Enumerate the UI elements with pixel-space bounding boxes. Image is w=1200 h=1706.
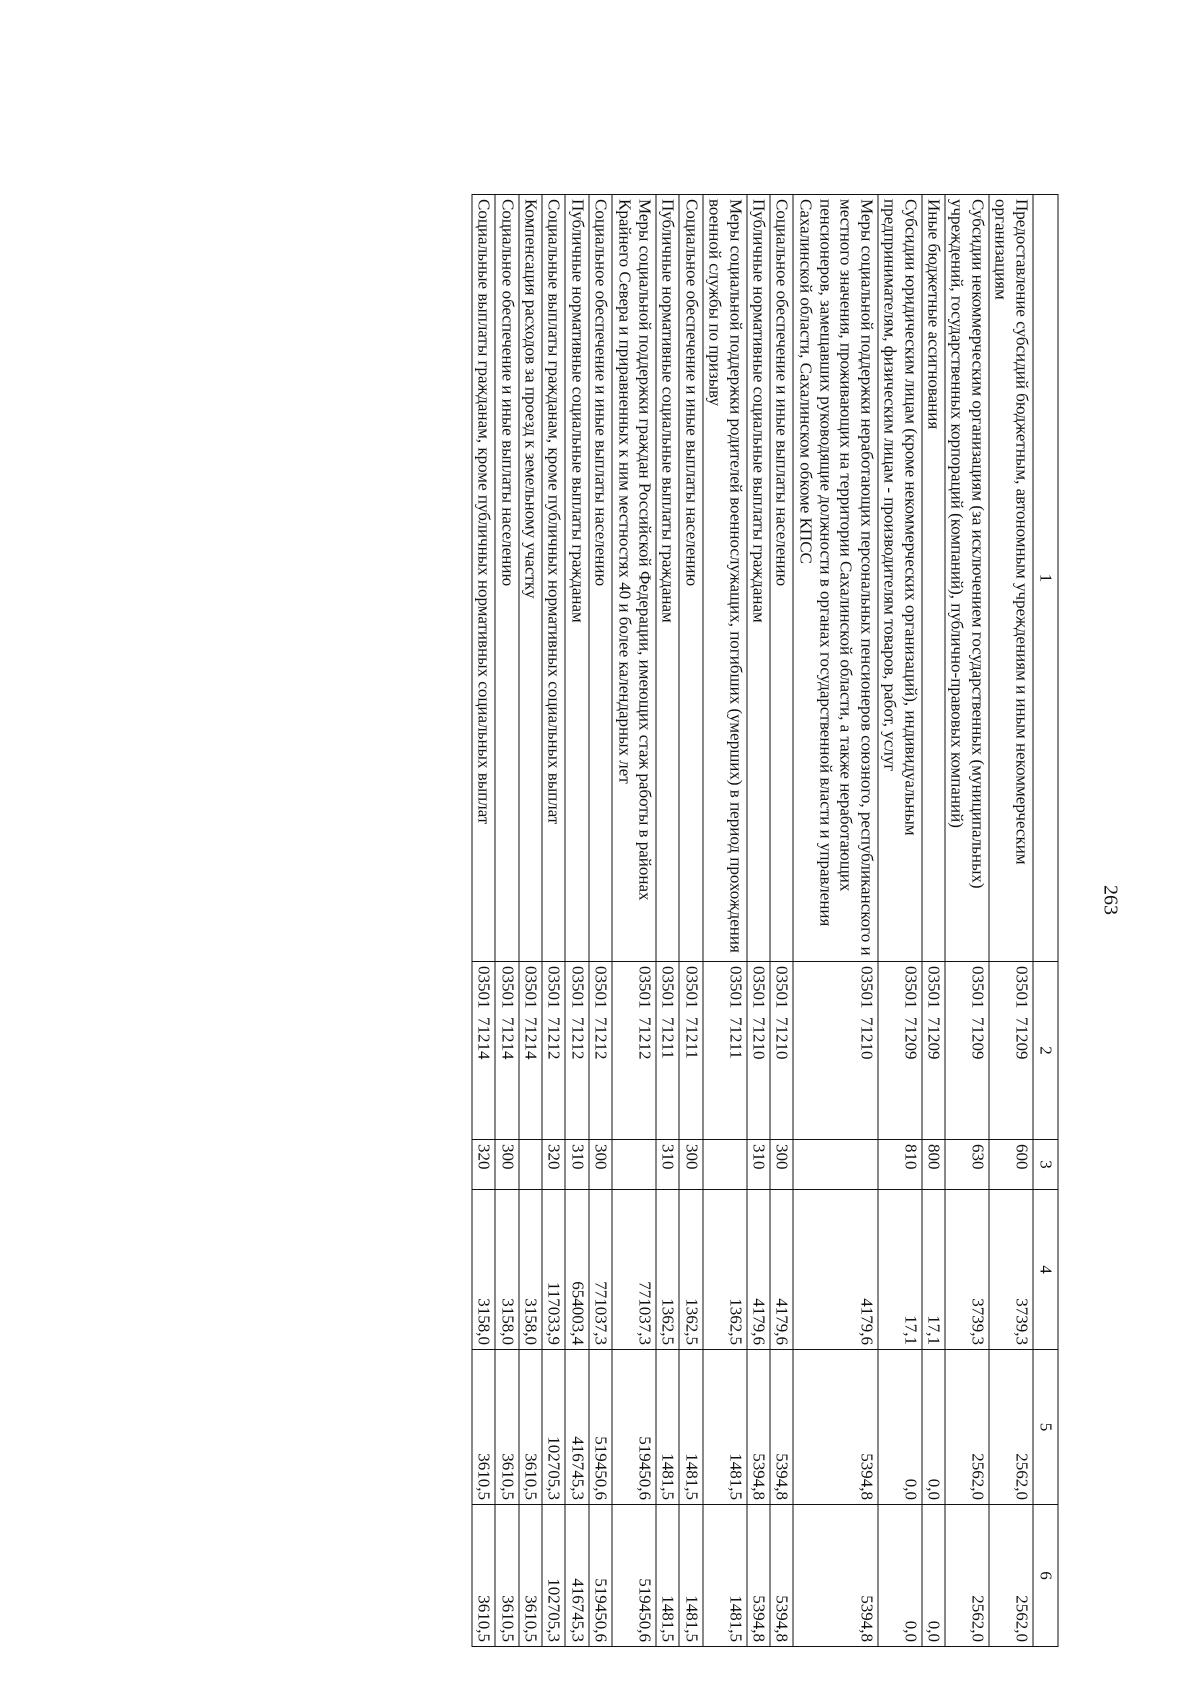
- amount-col4-cell: 1362,5: [656, 1190, 679, 1350]
- table-row: [945, 195, 989, 1647]
- amount-col6-cell: 1481,5: [656, 1505, 679, 1647]
- item-name-cell: Публичные нормативные социальные выплаты гражданам: [747, 195, 770, 962]
- expense-type-cell: 300: [495, 1140, 518, 1190]
- table-row: [472, 195, 495, 1647]
- amount-col6-cell: 2562,0: [945, 1505, 989, 1647]
- amount-col5-cell: 5394,8: [793, 1350, 878, 1505]
- amount-col6-cell: 5394,8: [793, 1505, 878, 1647]
- item-name-cell: Публичные нормативные социальные выплаты гражданам: [656, 195, 679, 962]
- target-code-cell: 03501 71212: [612, 962, 656, 1140]
- expense-type-cell: 600: [989, 1140, 1033, 1190]
- expense-type-cell: 310: [747, 1140, 770, 1190]
- amount-col5-cell: 0,0: [922, 1350, 945, 1505]
- amount-col5-cell: 519450,6: [589, 1350, 612, 1505]
- expense-type-cell: [793, 1140, 878, 1190]
- amount-col6-cell: 3610,5: [519, 1505, 542, 1647]
- amount-col5-cell: 2562,0: [989, 1350, 1033, 1505]
- table-row: [793, 195, 878, 1647]
- table-row: [703, 195, 747, 1647]
- page-number: 263: [1099, 885, 1122, 915]
- table-row: [770, 195, 793, 1647]
- table-row: [589, 195, 612, 1647]
- item-name-cell: Компенсация расходов за проезд к земельному участку: [519, 195, 542, 962]
- item-name-cell: Публичные нормативные социальные выплаты гражданам: [565, 195, 588, 962]
- amount-col4-cell: 117033,9: [542, 1190, 565, 1350]
- amount-col5-cell: 5394,8: [770, 1350, 793, 1505]
- table-row: [989, 195, 1033, 1647]
- item-name-cell: Социальное обеспечение и иные выплаты населению: [589, 195, 612, 962]
- target-code-cell: 03501 71214: [519, 962, 542, 1140]
- amount-col5-cell: 5394,8: [747, 1350, 770, 1505]
- amount-col4-cell: 3158,0: [472, 1190, 495, 1350]
- item-name-cell: Социальные выплаты гражданам, кроме публичных нормативных социальных выплат: [542, 195, 565, 962]
- amount-col6-cell: 1481,5: [679, 1505, 702, 1647]
- target-code-cell: 03501 71210: [793, 962, 878, 1140]
- amount-col5-cell: 1481,5: [679, 1350, 702, 1505]
- expense-type-cell: 320: [472, 1140, 495, 1190]
- item-name-cell: Меры социальной поддержки неработающих персональных пенсионеров союзного, республиканского и местного значения, проживающих на территории Сахалинской области, а также неработающих пенсионеров, замещавших руководящие должности в органах государственной власти и управления Сахалинской области, Сахалинском обкоме КПСС: [793, 195, 878, 962]
- amount-col5-cell: 0,0: [878, 1350, 922, 1505]
- amount-col4-cell: 4179,6: [793, 1190, 878, 1350]
- amount-col4-cell: 1362,5: [703, 1190, 747, 1350]
- expense-type-cell: [612, 1140, 656, 1190]
- expense-type-cell: [519, 1140, 542, 1190]
- item-name-cell: Предоставление субсидий бюджетным, автономным учреждениям и иным некоммерческим организациям: [989, 195, 1033, 962]
- target-code-cell: 03501 71211: [679, 962, 702, 1140]
- item-name-cell: Субсидии некоммерческим организациям (за исключением государственных (муниципальных) учреждений, государственных корпораций (компаний), публично-правовых компаний): [945, 195, 989, 962]
- target-code-cell: 03501 71209: [878, 962, 922, 1140]
- amount-col4-cell: 771037,3: [612, 1190, 656, 1350]
- column-header: 4: [1033, 1190, 1058, 1350]
- target-code-cell: 03501 71209: [945, 962, 989, 1140]
- amount-col5-cell: 519450,6: [612, 1350, 656, 1505]
- budget-table: [471, 194, 1058, 1647]
- target-code-cell: 03501 71212: [565, 962, 588, 1140]
- amount-col5-cell: 1481,5: [703, 1350, 747, 1505]
- target-code-cell: 03501 71210: [770, 962, 793, 1140]
- amount-col4-cell: 4179,6: [770, 1190, 793, 1350]
- expense-type-cell: 810: [878, 1140, 922, 1190]
- amount-col5-cell: 3610,5: [472, 1350, 495, 1505]
- table-row: [542, 195, 565, 1647]
- target-code-cell: 03501 71211: [703, 962, 747, 1140]
- amount-col6-cell: 3610,5: [472, 1505, 495, 1647]
- target-code-cell: 03501 71212: [542, 962, 565, 1140]
- amount-col4-cell: 771037,3: [589, 1190, 612, 1350]
- column-header: 6: [1033, 1505, 1058, 1647]
- amount-col5-cell: 2562,0: [945, 1350, 989, 1505]
- table-row: [747, 195, 770, 1647]
- expense-type-cell: 300: [770, 1140, 793, 1190]
- target-code-cell: 03501 71210: [747, 962, 770, 1140]
- item-name-cell: Социальное обеспечение и иные выплаты населению: [770, 195, 793, 962]
- table-row: [922, 195, 945, 1647]
- target-code-cell: 03501 71209: [989, 962, 1033, 1140]
- expense-type-cell: 800: [922, 1140, 945, 1190]
- column-header: 2: [1033, 962, 1058, 1140]
- column-header: 3: [1033, 1140, 1058, 1190]
- amount-col6-cell: 102705,3: [542, 1505, 565, 1647]
- amount-col4-cell: 3158,0: [519, 1190, 542, 1350]
- item-name-cell: Иные бюджетные ассигнования: [922, 195, 945, 962]
- amount-col5-cell: 416745,3: [565, 1350, 588, 1505]
- item-name-cell: Меры социальной поддержки граждан Российской Федерации, имеющих стаж работы в районах Крайнего Севера и приравненных к ним местностях 40 и более календарных лет: [612, 195, 656, 962]
- expense-type-cell: 300: [589, 1140, 612, 1190]
- amount-col4-cell: 17,1: [878, 1190, 922, 1350]
- table-row: [878, 195, 922, 1647]
- table-row: [612, 195, 656, 1647]
- amount-col4-cell: 3739,3: [989, 1190, 1033, 1350]
- amount-col4-cell: 1362,5: [679, 1190, 702, 1350]
- amount-col6-cell: 1481,5: [703, 1505, 747, 1647]
- amount-col6-cell: 5394,8: [747, 1505, 770, 1647]
- amount-col6-cell: 416745,3: [565, 1505, 588, 1647]
- amount-col4-cell: 17,1: [922, 1190, 945, 1350]
- column-header: 5: [1033, 1350, 1058, 1505]
- table-row: [679, 195, 702, 1647]
- amount-col6-cell: 519450,6: [589, 1505, 612, 1647]
- amount-col6-cell: 0,0: [878, 1505, 922, 1647]
- item-name-cell: Меры социальной поддержки родителей военнослужащих, погибших (умерших) в период прохождения военной службы по призыву: [703, 195, 747, 962]
- amount-col4-cell: 654003,4: [565, 1190, 588, 1350]
- rotated-table-container: [142, 194, 1059, 1646]
- table-body: [472, 195, 1033, 1647]
- expense-type-cell: 320: [542, 1140, 565, 1190]
- item-name-cell: Субсидии юридическим лицам (кроме некоммерческих организаций), индивидуальным предпринимателям, физическим лицам - производителям товаров, работ, услуг: [878, 195, 922, 962]
- expense-type-cell: 310: [656, 1140, 679, 1190]
- amount-col6-cell: 5394,8: [770, 1505, 793, 1647]
- amount-col5-cell: 3610,5: [519, 1350, 542, 1505]
- expense-type-cell: 310: [565, 1140, 588, 1190]
- amount-col6-cell: 3610,5: [495, 1505, 518, 1647]
- amount-col6-cell: 2562,0: [989, 1505, 1033, 1647]
- target-code-cell: 03501 71212: [589, 962, 612, 1140]
- expense-type-cell: [703, 1140, 747, 1190]
- column-number-header-row: [1033, 195, 1058, 1647]
- table-row: [519, 195, 542, 1647]
- expense-type-cell: 630: [945, 1140, 989, 1190]
- amount-col6-cell: 0,0: [922, 1505, 945, 1647]
- table-row: [656, 195, 679, 1647]
- target-code-cell: 03501 71214: [472, 962, 495, 1140]
- amount-col4-cell: 3158,0: [495, 1190, 518, 1350]
- item-name-cell: Социальное обеспечение и иные выплаты населению: [495, 195, 518, 962]
- amount-col5-cell: 102705,3: [542, 1350, 565, 1505]
- amount-col4-cell: 4179,6: [747, 1190, 770, 1350]
- item-name-cell: Социальное обеспечение и иные выплаты населению: [679, 195, 702, 962]
- table-row: [565, 195, 588, 1647]
- amount-col5-cell: 1481,5: [656, 1350, 679, 1505]
- amount-col5-cell: 3610,5: [495, 1350, 518, 1505]
- expense-type-cell: 300: [679, 1140, 702, 1190]
- target-code-cell: 03501 71211: [656, 962, 679, 1140]
- target-code-cell: 03501 71214: [495, 962, 518, 1140]
- target-code-cell: 03501 71209: [922, 962, 945, 1140]
- item-name-cell: Социальные выплаты гражданам, кроме публичных нормативных социальных выплат: [472, 195, 495, 962]
- amount-col6-cell: 519450,6: [612, 1505, 656, 1647]
- amount-col4-cell: 3739,3: [945, 1190, 989, 1350]
- column-header: 1: [1033, 195, 1058, 962]
- table-row: [495, 195, 518, 1647]
